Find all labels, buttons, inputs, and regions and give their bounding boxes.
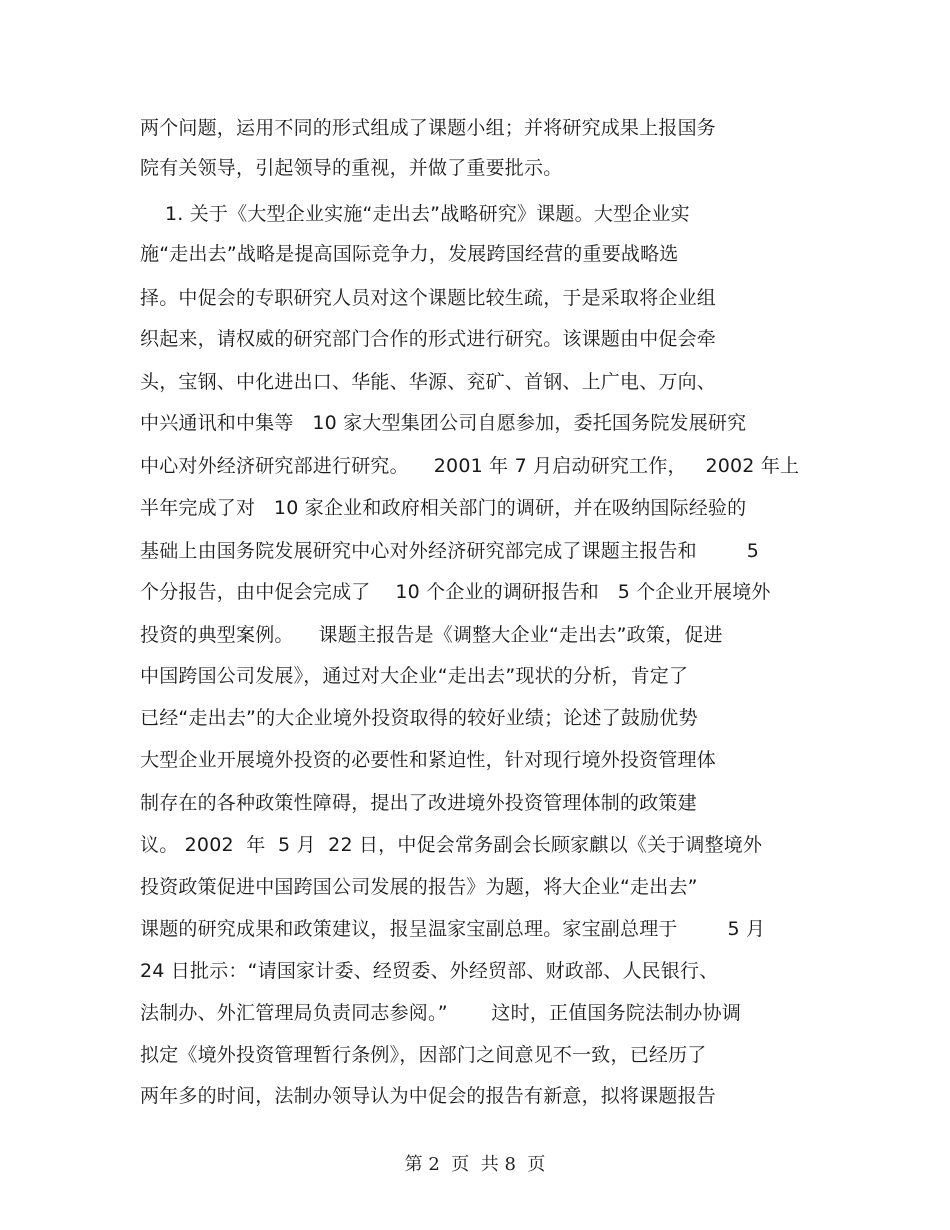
body-text-line: 议。 2002 年 5 月 22 日，中促会常务副会长顾家麒以《关于调整境外 (140, 834, 763, 856)
body-text-line: 制存在的各种政策性障碍，提出了改进境外投资管理体制的政策建 (140, 792, 697, 814)
body-text-line: 两个问题，运用不同的形式组成了课题小组；并将研究成果上报国务 (140, 117, 717, 139)
body-text-line: 已经“走出去”的大企业境外投资取得的较好业绩；论述了鼓励优势 (140, 707, 698, 729)
body-text-line: 头，宝钢、中化进出口、华能、华源、兖矿、首钢、上广电、万向、 (140, 371, 717, 393)
page-number-footer: 第 2 页 共 8 页 (404, 1154, 546, 1175)
body-text-line: 半年完成了对 10 家企业和政府相关部门的调研，并在吸纳国际经验的 (140, 497, 747, 519)
body-text-line: 法制办、外汇管理局负责同志参阅。” 这时，正值国务院法制办协调 (140, 1002, 742, 1024)
body-text-line: 中心对外经济研究部进行研究。 2001 年 7 月启动研究工作， 2002 年上 (140, 455, 800, 477)
body-text-line: 个分报告，由中促会完成了 10 个企业的调研报告和 5 个企业开展境外 (140, 581, 771, 603)
body-text-line: 24 日批示：“请国家计委、经贸委、外经贸部、财政部、人民银行、 (140, 960, 719, 982)
body-text-line: 两年多的时间，法制办领导认为中促会的报告有新意，拟将课题报告 (140, 1085, 717, 1107)
body-text-line: 基础上由国务院发展研究中心对外经济研究部完成了课题主报告和 5 (140, 540, 760, 562)
body-text-line: 织起来，请权威的研究部门合作的形式进行研究。该课题由中促会牵 (140, 328, 717, 350)
body-text-line: 投资的典型案例。 课题主报告是《调整大企业“走出去”政策，促进 (140, 624, 723, 646)
body-text-line: 大型企业开展境外投资的必要性和紧迫性，针对现行境外投资管理体 (140, 749, 717, 771)
body-text-line: 投资政策促进中国跨国公司发展的报告》为题，将大企业“走出去” (140, 876, 698, 898)
body-text-line: 施“走出去”战略是提高国际竞争力，发展跨国经营的重要战略选 (140, 243, 679, 265)
body-text-line: 1. 关于《大型企业实施“走出去”战略研究》课题。大型企业实 (140, 203, 690, 225)
body-text-line: 院有关领导，引起领导的重视，并做了重要批示。 (140, 157, 563, 179)
body-text-line: 中国跨国公司发展》，通过对大企业“走出去”现状的分析，肯定了 (140, 665, 689, 687)
body-text-line: 拟定《境外投资管理暂行条例》，因部门之间意见不一致，已经历了 (140, 1044, 707, 1066)
body-text-line: 择。中促会的专职研究人员对这个课题比较生疏，于是采取将企业组 (140, 287, 717, 309)
body-text-line: 中兴通讯和中集等 10 家大型集团公司自愿参加，委托国务院发展研究 (140, 412, 747, 434)
body-text-line: 课题的研究成果和政策建议，报呈温家宝副总理。家宝副总理于 5 月 (140, 918, 766, 940)
